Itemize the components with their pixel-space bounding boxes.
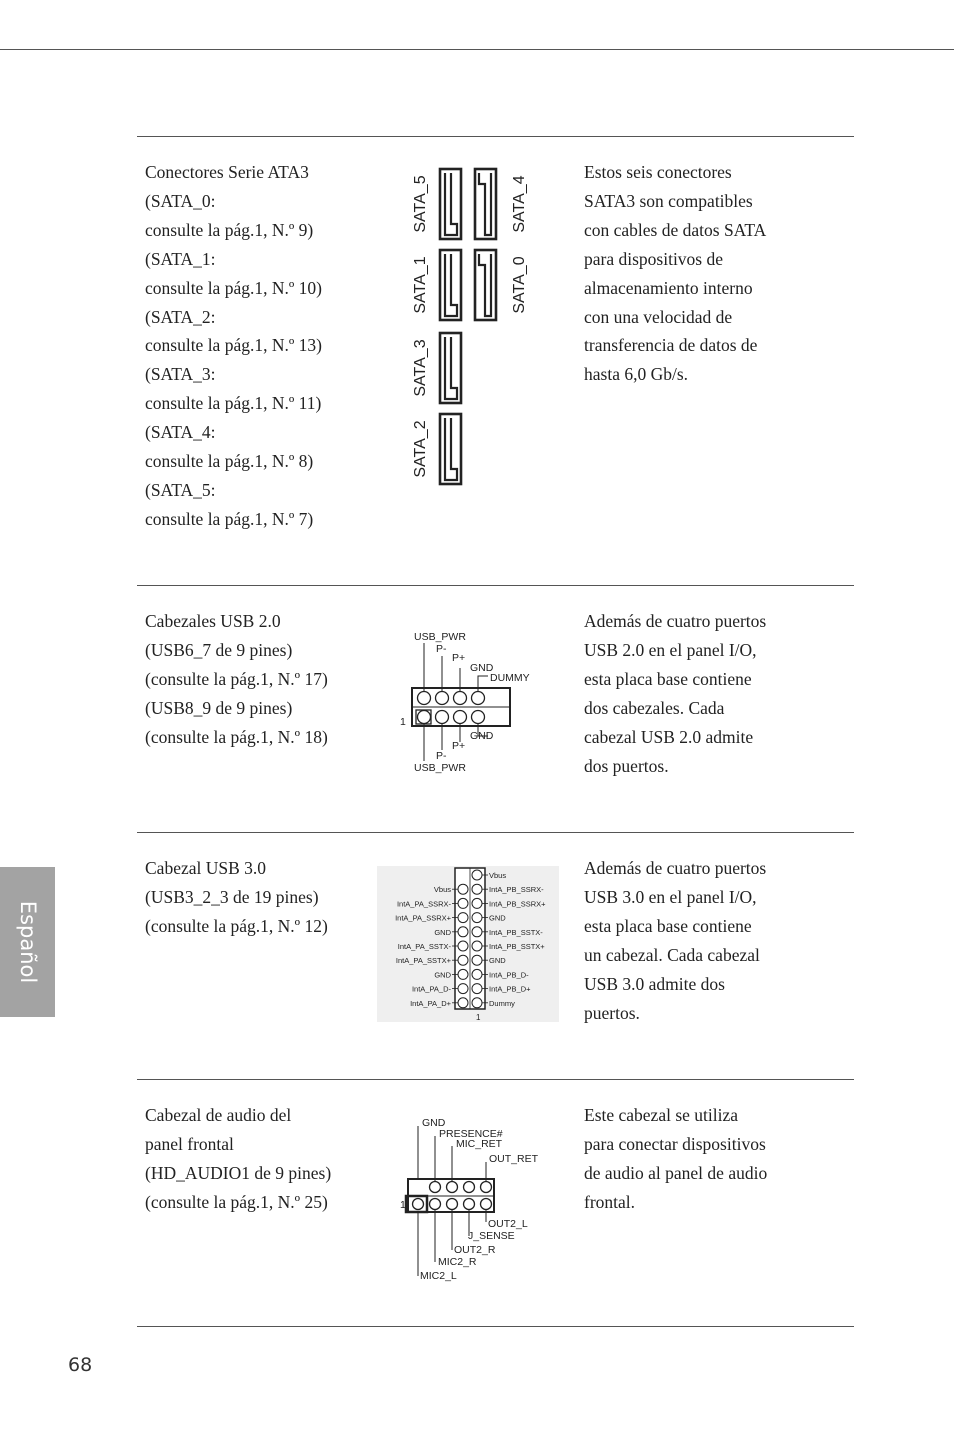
- text-line: con una velocidad de: [584, 306, 733, 327]
- usb3-pin: [458, 955, 468, 965]
- text-line: (HD_AUDIO1 de 9 pines): [145, 1162, 332, 1183]
- text-line: esta placa base contiene: [584, 915, 752, 936]
- usb3-left-pin-label: IntA_PA_D-: [411, 984, 451, 994]
- usb3-right-pin-label: GND: [489, 956, 506, 966]
- usb3-left-pin-label: IntA_PA_SSRX+: [395, 913, 451, 923]
- sata3-label: SATA_3: [412, 339, 429, 397]
- usb3-left-pin-label: IntA_PA_SSTX+: [395, 956, 451, 966]
- text-line: para dispositivos de: [584, 248, 724, 269]
- text-line: consulte la pág.1, N.º 10): [145, 277, 322, 298]
- text-line: consulte la pág.1, N.º 9): [145, 219, 314, 240]
- text-line: Cabezales USB 2.0: [145, 611, 281, 631]
- usb3-left-pin-label: IntA_PA_D+: [410, 998, 451, 1008]
- text-line: (SATA_3:: [145, 364, 216, 385]
- text-line: dos cabezales. Cada: [584, 697, 725, 718]
- sata1-connector: [440, 250, 461, 320]
- text-line: (SATA_5:: [145, 479, 216, 500]
- sata-description: [145, 158, 370, 534]
- mic2-r-label: MIC2_R: [438, 1256, 477, 1268]
- gnd-label: GND: [422, 1117, 446, 1129]
- text-line: consulte la pág.1, N.º 7): [145, 508, 314, 529]
- usb3-pin: [458, 984, 468, 994]
- j-sense-label: J_SENSE: [468, 1230, 515, 1242]
- usb3-right-pin-label: IntA_PB_D-: [489, 970, 529, 980]
- text-line: USB 3.0 en el panel I/O,: [584, 886, 757, 907]
- dummy-label: DUMMY: [490, 672, 530, 684]
- usb3-description: [145, 854, 370, 941]
- p-minus-label: P-: [436, 750, 447, 762]
- text-line: un cabezal. Cada cabezal: [584, 944, 760, 965]
- text-line: puertos.: [584, 1002, 640, 1023]
- text-line: (SATA_4:: [145, 422, 216, 443]
- page-number: 68: [68, 1354, 93, 1376]
- text-line: Cabezal USB 3.0: [145, 858, 267, 878]
- usb3-left-pin-label: GND: [434, 970, 451, 980]
- sata5-connector: [440, 169, 461, 239]
- text-line: transferencia de datos de: [584, 335, 758, 356]
- text-line: Este cabezal se utiliza: [584, 1105, 739, 1125]
- out2-l-label: OUT2_L: [488, 1218, 528, 1230]
- text-line: dos puertos.: [584, 755, 669, 776]
- text-line: para conectar dispositivos: [584, 1133, 766, 1154]
- text-line: (consulte la pág.1, N.º 12): [145, 915, 328, 936]
- usb3-right-pin-label: IntA_PB_SSTX+: [489, 942, 545, 951]
- text-line: consulte la pág.1, N.º 11): [145, 393, 322, 414]
- p-plus-label: P+: [452, 652, 466, 664]
- usb3-right-pin-label: GND: [489, 913, 506, 923]
- pin1-label: 1: [400, 1199, 406, 1211]
- usb3-right-pin-label: Vbus: [489, 871, 507, 880]
- usb3-pin: [472, 870, 482, 880]
- section-divider: [137, 585, 854, 586]
- usb-pwr-label: USB_PWR: [414, 631, 466, 643]
- text-line: Además de cuatro puertos: [584, 858, 767, 878]
- usb3-pin: [458, 941, 468, 951]
- text-line: esta placa base contiene: [584, 668, 752, 689]
- usb3-pin: [472, 998, 482, 1008]
- usb3-right-pin-label: IntA_PB_SSRX+: [489, 899, 546, 909]
- text-line: (USB3_2_3 de 19 pines): [145, 886, 319, 907]
- text-line: (consulte la pág.1, N.º 17): [145, 668, 328, 689]
- usb3-pin: [458, 927, 468, 937]
- text-line: (SATA_2:: [145, 306, 216, 327]
- usb3-pin: [472, 898, 482, 908]
- usb3-right-pin-label: IntA_PB_SSRX-: [489, 885, 544, 895]
- out2-r-label: OUT2_R: [454, 1244, 496, 1256]
- text-line: (SATA_1:: [145, 248, 216, 269]
- usb3-left-pin-label: IntA_PA_SSTX-: [397, 942, 451, 951]
- text-line: con cables de datos SATA: [584, 219, 767, 240]
- usb3-pin: [472, 927, 482, 937]
- text-line: almacenamiento interno: [584, 277, 753, 298]
- sata5-label: SATA_5: [412, 175, 429, 233]
- text-line: USB 2.0 en el panel I/O,: [584, 639, 757, 660]
- text-line: (USB8_9 de 9 pines): [145, 697, 293, 718]
- text-line: hasta 6,0 Gb/s.: [584, 364, 689, 385]
- sata3-connector: [440, 333, 461, 403]
- presence-label: PRESENCE#: [439, 1128, 503, 1140]
- usb2-explanation: [584, 607, 814, 780]
- usb3-left-pin-label: GND: [434, 927, 451, 937]
- top-rule: [0, 49, 954, 50]
- text-line: consulte la pág.1, N.º 8): [145, 451, 314, 472]
- p-minus-label: P-: [436, 643, 447, 655]
- text-line: USB 3.0 admite dos: [584, 973, 725, 994]
- text-line: (consulte la pág.1, N.º 18): [145, 726, 328, 747]
- sata0-connector: [475, 250, 496, 320]
- usb3-right-pin-label: IntA_PB_SSTX-: [489, 927, 543, 937]
- audio-explanation: [584, 1101, 814, 1217]
- pin1-label: 1: [476, 1013, 481, 1022]
- usb3-pin: [472, 913, 482, 923]
- p-plus-label: P+: [452, 740, 466, 752]
- usb3-pin: [472, 955, 482, 965]
- usb3-pin: [472, 969, 482, 979]
- text-line: Cabezal de audio del: [145, 1105, 292, 1125]
- pin1-label: 1: [400, 716, 406, 728]
- text-line: Estos seis conectores: [584, 162, 732, 182]
- text-line: (SATA_0:: [145, 190, 216, 211]
- usb3-left-pin-label: IntA_PA_SSRX-: [396, 899, 451, 909]
- text-line: cabezal USB 2.0 admite: [584, 726, 754, 747]
- usb3-pin: [458, 884, 468, 894]
- sata4-connector: [475, 169, 496, 239]
- usb3-left-pin-label: Vbus: [433, 885, 451, 895]
- text-line: SATA3 son compatibles: [584, 190, 753, 211]
- out-ret-label: OUT_RET: [489, 1153, 539, 1165]
- sata0-label: SATA_0: [511, 256, 528, 314]
- section-divider: [137, 1079, 854, 1080]
- usb3-pin: [472, 984, 482, 994]
- usb3-right-pin-label: IntA_PB_D+: [489, 984, 531, 994]
- usb3-right-pin-label: Dummy: [489, 998, 515, 1008]
- usb-pwr-label: USB_PWR: [414, 762, 466, 774]
- sata-connector-diagram: [400, 160, 540, 490]
- text-line: frontal.: [584, 1191, 636, 1212]
- usb3-pin: [458, 898, 468, 908]
- mic-ret-label: MIC_RET: [456, 1138, 503, 1150]
- sata4-label: SATA_4: [511, 175, 528, 233]
- sata2-connector: [440, 414, 461, 484]
- sata1-label: SATA_1: [412, 256, 429, 314]
- language-side-tab: [0, 867, 55, 1017]
- text-line: (USB6_7 de 9 pines): [145, 639, 293, 660]
- usb3-pin: [458, 998, 468, 1008]
- mic2-l-label: MIC2_L: [420, 1270, 457, 1282]
- gnd-label: GND: [470, 662, 494, 674]
- usb3-pin: [472, 884, 482, 894]
- usb3-pin: [458, 969, 468, 979]
- section-divider: [137, 1326, 854, 1327]
- gnd-label: GND: [470, 730, 494, 742]
- sata2-label: SATA_2: [412, 420, 429, 478]
- text-line: Conectores Serie ATA3: [145, 162, 309, 182]
- usb3-pin: [458, 913, 468, 923]
- language-label: Español: [15, 900, 40, 984]
- audio-header-diagram: [398, 1112, 548, 1284]
- section-divider: [137, 832, 854, 833]
- text-line: Además de cuatro puertos: [584, 611, 767, 631]
- usb2-description: [145, 607, 370, 752]
- usb3-explanation: [584, 854, 814, 1027]
- usb3-pin: [472, 941, 482, 951]
- usb3-header-diagram: [377, 866, 559, 1022]
- audio-description: [145, 1101, 370, 1217]
- usb2-header-diagram: [398, 628, 548, 776]
- text-line: de audio al panel de audio: [584, 1162, 768, 1183]
- sata-explanation: [584, 158, 814, 389]
- text-line: (consulte la pág.1, N.º 25): [145, 1191, 328, 1212]
- text-line: panel frontal: [145, 1133, 234, 1154]
- text-line: consulte la pág.1, N.º 13): [145, 335, 322, 356]
- section-divider: [137, 136, 854, 137]
